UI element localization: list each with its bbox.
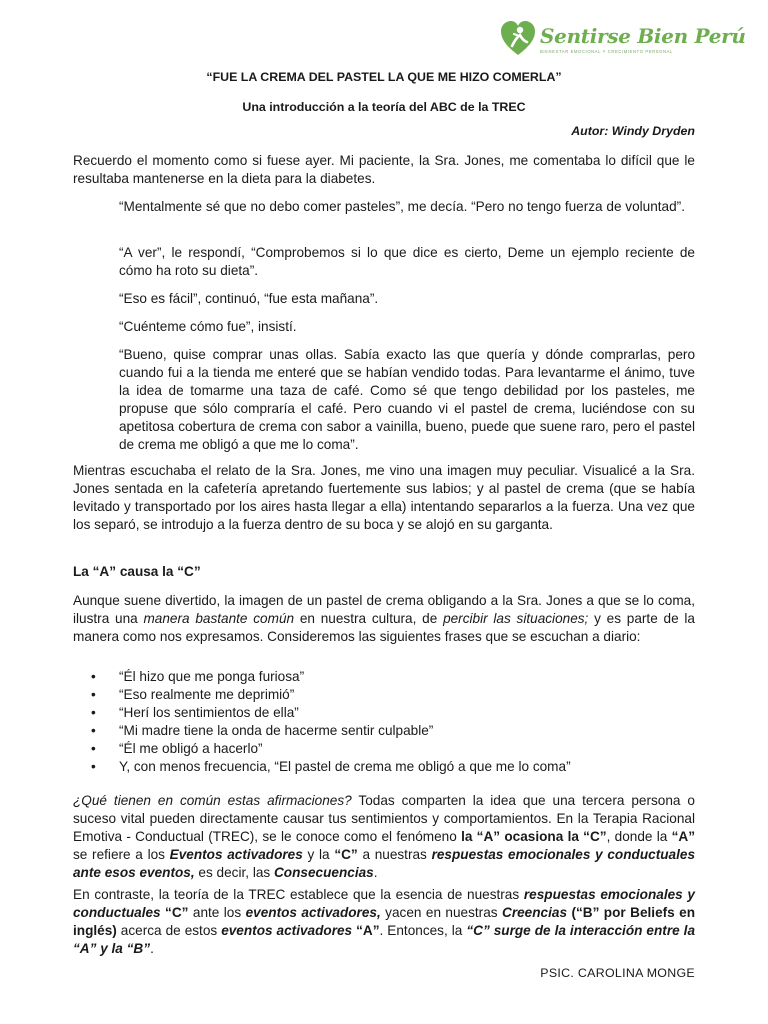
document-title: “FUE LA CREMA DEL PASTEL LA QUE ME HIZO COMERLA”: [206, 70, 562, 84]
paragraph-image: Mientras escuchaba el relato de la Sra. Jones, me vino una imagen muy peculiar. Visualicé a la Sra. Jones sentada en la cafetería apretando fuertemente sus labios; y al pastel de crema (que se había levitado y transportado por los aires hasta llegar a ella) intentando separarlos a la fuerza. Una vez que los separó, se introdujo a la fuerza dentro de su boca y se alojó en su garganta.: [73, 463, 695, 532]
list-item: • “Él hizo que me ponga furiosa”: [73, 668, 571, 686]
quote-5: “Bueno, quise comprar unas ollas. Sabía exacto las que quería y dónde comprarlas, pero cuando fui a la tienda me enteré que se habían vendido todas. Para levantarme el ánimo, tuve la idea de tomarme una taza de café. Como sé que tengo debilidad por los pasteles, me propuse que sólo compraría el café. Pero cuando vi el pastel de crema, luciéndose con su apetitosa cobertura de crema con sabor a vainilla, bueno, puede que suene raro, pero el pastel de crema me obligó a que me lo coma”.: [119, 347, 695, 452]
quote-2: “A ver”, le respondí, “Comprobemos si lo que dice es cierto, Deme un ejemplo reciente de cómo ha roto su dieta”.: [119, 245, 695, 278]
list-item: • “Mi madre tiene la onda de hacerme sentir culpable”: [73, 722, 571, 740]
author-line: Autor: Windy Dryden: [571, 124, 695, 138]
list-item: • Y, con menos frecuencia, “El pastel de crema me obligó a que me lo coma”: [73, 758, 571, 776]
document-subtitle: Una introducción a la teoría del ABC de la TREC: [242, 100, 526, 114]
paragraph-culture: Aunque suene divertido, la imagen de un pastel de crema obligando a la Sra. Jones a que se lo coma, ilustra una manera bastante común en nuestra cultura, de percibir las situaciones; y es parte de la manera como nos expresamos. Consideremos las siguientes frases que se escuchan a diario:: [73, 593, 695, 644]
paragraph-intro: Recuerdo el momento como si fuese ayer. Mi paciente, la Sra. Jones, me comentaba lo difícil que le resultaba mantenerse en la dieta para la diabetes.: [73, 153, 695, 186]
phrase-list: [73, 668, 571, 776]
heart-person-icon: [500, 20, 536, 58]
paragraph-common: ¿Qué tienen en común estas afirmaciones? Todas comparten la idea que una tercera persona o suceso vital pueden directamente causar tus sentimientos y comportamientos. En la Terapia Racional Emotiva - Conductual (TREC), se le conoce como el fenómeno la “A” ocasiona la “C”, donde la “A” se refiere a los Eventos activadores y la “C” a nuestras respuestas emocionales y conductuales ante esos eventos, es decir, las Consecuencias.: [73, 793, 696, 880]
list-item: • “Herí los sentimientos de ella”: [73, 704, 571, 722]
logo-text: Sentirse Bien Perú: [540, 24, 746, 48]
logo-tagline: BIENESTAR EMOCIONAL Y CRECIMIENTO PERSONAL: [540, 49, 673, 54]
section-heading: La “A” causa la “C”: [73, 564, 201, 579]
list-item: • “Él me obligó a hacerlo”: [73, 740, 571, 758]
quote-4: “Cuénteme cómo fue”, insistí.: [119, 319, 297, 334]
quote-1: “Mentalmente sé que no debo comer pasteles”, me decía. “Pero no tengo fuerza de voluntad”.: [119, 199, 685, 214]
brand-logo: [500, 20, 746, 62]
paragraph-contrast: En contraste, la teoría de la TREC establece que la esencia de nuestras respuestas emocionales y conductuales “C” ante los eventos activadores, yacen en nuestras Creencias (“B” por Beliefs en inglés) acerca de estos eventos activadores “A”. Entonces, la “C” surge de la interacción entre la “A” y la “B”.: [73, 887, 696, 956]
list-item: • “Eso realmente me deprimió”: [73, 686, 571, 704]
footer-signature: PSIC. CAROLINA MONGE: [540, 966, 695, 980]
quote-3: “Eso es fácil”, continuó, “fue esta mañana”.: [119, 291, 379, 306]
